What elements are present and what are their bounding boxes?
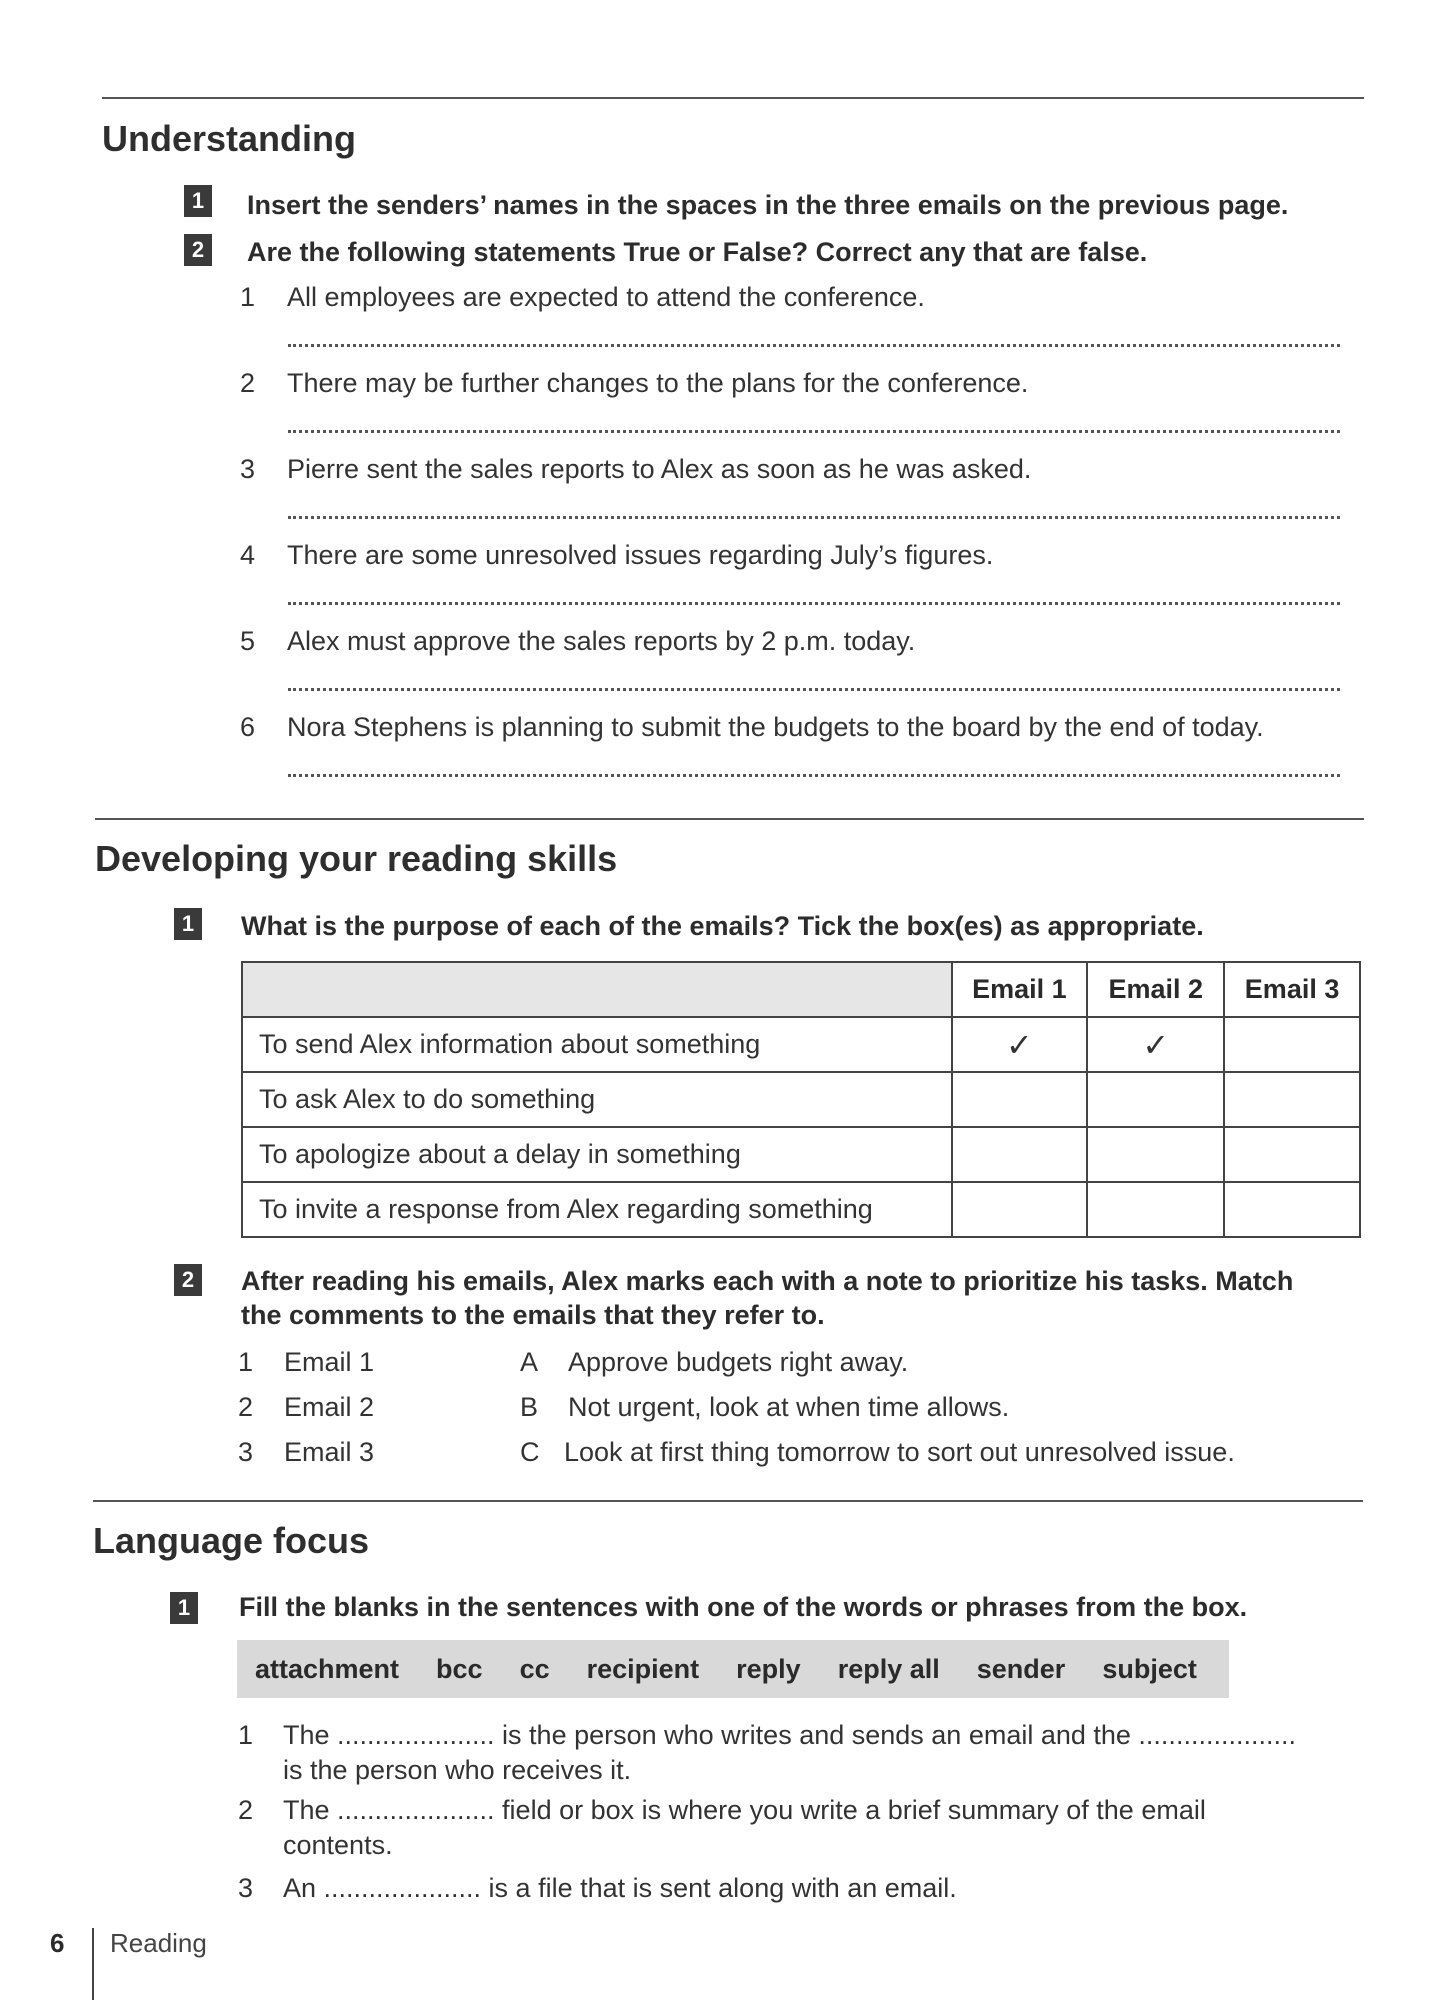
answer-line[interactable] [288,430,1340,433]
tick-box[interactable] [952,1182,1088,1237]
match-number: 2 [238,1392,254,1422]
sentence-number: 3 [238,1873,254,1903]
section-title-language-focus: Language focus [93,1520,370,1561]
statement-number: 4 [240,540,256,570]
tick-box[interactable] [952,1072,1088,1127]
word-option: sender [976,1653,1066,1684]
statement-text: Pierre sent the sales reports to Alex as soon as he was asked. [287,454,1032,484]
match-comment: Not urgent, look at when time allows. [568,1392,1010,1422]
task-badge: 1 [170,1592,198,1624]
task-instruction: Insert the senders’ names in the spaces in the three emails on the previous page. [247,190,1289,220]
match-number: 1 [238,1347,254,1377]
answer-line[interactable] [288,516,1340,519]
task-badge: 2 [174,1264,202,1296]
word-option: reply all [837,1653,940,1684]
sentence-line: is the person who receives it. [283,1755,632,1785]
task-badge: 1 [174,908,202,940]
table-row [242,1017,1360,1072]
answer-line[interactable] [288,344,1340,347]
tick-box[interactable] [1224,1017,1360,1072]
task-instruction: What is the purpose of each of the emails? Tick the box(es) as appropriate. [241,911,1204,941]
sentence-line: contents. [283,1830,393,1860]
answer-line[interactable] [288,774,1340,777]
page-number: 6 [50,1928,65,1958]
answer-line[interactable] [288,688,1340,691]
task-instruction: Are the following statements True or False? Correct any that are false. [247,237,1148,267]
task-instruction-line2: the comments to the emails that they refer to. [241,1300,825,1330]
purpose-table [241,961,1361,1238]
sentence-number: 2 [238,1795,254,1825]
task-badge: 2 [184,234,212,266]
word-option: attachment [255,1653,400,1684]
table-row [242,1127,1360,1182]
task-badge: 1 [184,185,212,217]
match-letter: C [520,1437,540,1467]
statement-text: There are some unresolved issues regarding July’s figures. [287,540,994,570]
statement-number: 5 [240,626,256,656]
section-title-developing: Developing your reading skills [95,838,618,879]
tick-box[interactable] [1087,1182,1224,1237]
match-comment: Approve budgets right away. [568,1347,909,1377]
word-option: cc [519,1653,550,1684]
tick-box[interactable] [952,1127,1088,1182]
row-label: To ask Alex to do something [242,1072,952,1127]
footer-section-label: Reading [110,1928,207,1958]
statement-text: All employees are expected to attend the conference. [287,282,925,312]
tick-box[interactable] [1087,1127,1224,1182]
row-label: To invite a response from Alex regarding something [242,1182,952,1237]
tick-box[interactable] [1224,1072,1360,1127]
row-label: To apologize about a delay in something [242,1127,952,1182]
section-rule [95,818,1364,820]
statement-text: Alex must approve the sales reports by 2 p.m. today. [287,626,916,656]
statement-text: Nora Stephens is planning to submit the budgets to the board by the end of today. [287,712,1264,742]
match-email: Email 2 [284,1392,375,1422]
sentence-line: An ..................... is a file that is sent along with an email. [283,1873,957,1903]
match-email: Email 1 [284,1347,375,1377]
word-option: bcc [436,1653,483,1684]
table-row [242,1072,1360,1127]
word-option: recipient [586,1653,700,1684]
statement-number: 1 [240,282,256,312]
word-option: subject [1102,1653,1197,1684]
sentence-line: The ..................... field or box is where you write a brief summary of the email [283,1795,1206,1825]
tick-box[interactable] [1224,1182,1360,1237]
table-header-row [242,962,1360,1017]
match-comment: Look at first thing tomorrow to sort out unresolved issue. [564,1437,1235,1467]
footer-divider [92,1928,94,2000]
top-rule [102,97,1364,99]
word-option: reply [736,1653,801,1684]
table-header-blank [242,962,952,1017]
tick-box[interactable]: ✓ [1087,1017,1224,1072]
statement-number: 6 [240,712,256,742]
match-letter: B [520,1392,539,1422]
statement-text: There may be further changes to the plans for the conference. [287,368,1029,398]
section-rule [93,1500,1363,1502]
task-instruction: Fill the blanks in the sentences with one of the words or phrases from the box. [239,1592,1248,1622]
table-header-email: Email 3 [1224,962,1360,1017]
table-header-email: Email 1 [952,962,1088,1017]
tick-box[interactable] [1224,1127,1360,1182]
row-label: To send Alex information about something [242,1017,952,1072]
table-row [242,1182,1360,1237]
match-email: Email 3 [284,1437,375,1467]
sentence-number: 1 [238,1720,254,1750]
tick-box[interactable] [1087,1072,1224,1127]
section-title-understanding: Understanding [102,118,357,159]
match-letter: A [520,1347,539,1377]
sentence-line: The ..................... is the person who writes and sends an email and the ..................... [283,1720,1296,1750]
statement-number: 3 [240,454,256,484]
answer-line[interactable] [288,602,1340,605]
word-box [237,1640,1229,1698]
match-number: 3 [238,1437,254,1467]
tick-box[interactable]: ✓ [952,1017,1088,1072]
table-header-email: Email 2 [1087,962,1224,1017]
statement-number: 2 [240,368,256,398]
task-instruction-line1: After reading his emails, Alex marks each with a note to prioritize his tasks. Match [241,1266,1294,1296]
